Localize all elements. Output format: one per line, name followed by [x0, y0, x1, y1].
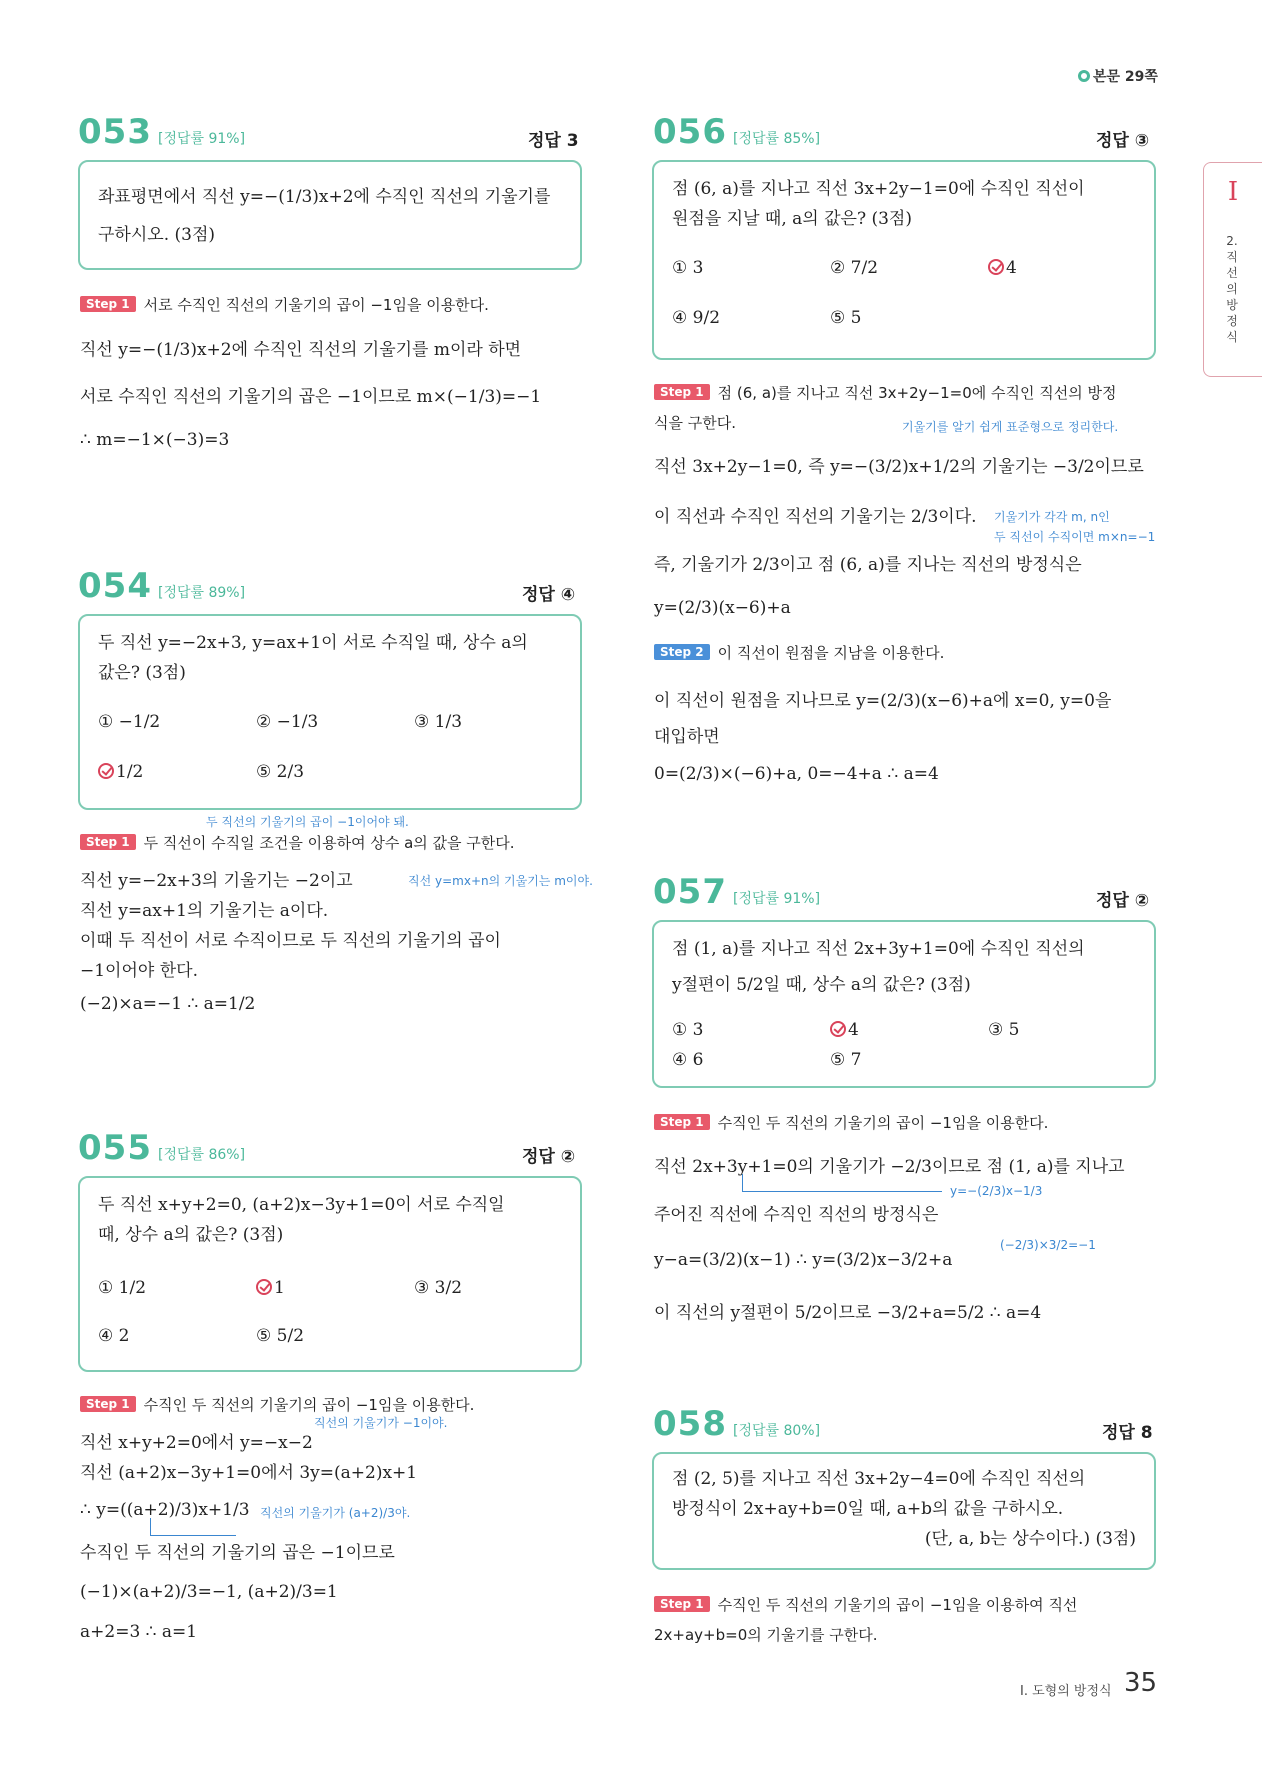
annotation-note: 두 직선이 수직이면 m×n=−1	[994, 530, 1156, 544]
step-heading	[654, 642, 944, 663]
step-heading	[654, 382, 1116, 403]
option-1[interactable]: ① 1/2	[98, 1278, 147, 1298]
solution-line: 직선 (a+2)x−3y+1=0에서 3y=(a+2)x+1	[80, 1463, 418, 1483]
problem-number: 056	[653, 112, 727, 152]
solution-line: y=(2/3)(x−6)+a	[654, 598, 791, 618]
check-mark-icon	[256, 1279, 272, 1295]
step-heading	[80, 832, 515, 853]
solution-line: a+2=3 ∴ a=1	[80, 1622, 198, 1642]
option-5[interactable]: ⑤ 2/3	[256, 762, 305, 782]
correct-rate: [정답률 91%]	[732, 891, 821, 907]
correct-rate: [정답률 89%]	[157, 585, 246, 601]
option-2-selected[interactable]: 4	[830, 1020, 859, 1040]
option-5[interactable]: ⑤ 5	[830, 308, 862, 328]
correct-rate: [정답률 80%]	[732, 1423, 821, 1439]
solution-line: (−2)×a=−1 ∴ a=1/2	[80, 994, 256, 1014]
answer-label: 정답 3	[528, 131, 579, 151]
option-3[interactable]: ③ 1/3	[414, 712, 463, 732]
solution-line: 직선 2x+3y+1=0의 기울기가 −2/3이므로 점 (1, a)를 지나고	[654, 1157, 1125, 1177]
step-title: 수직인 두 직선의 기울기의 곱이 −1임을 이용한다.	[143, 1396, 475, 1414]
question-line: 점 (6, a)를 지나고 직선 3x+2y−1=0에 수직인 직선이	[672, 179, 1085, 199]
problem-header	[653, 1404, 820, 1444]
option-1[interactable]: ① −1/2	[98, 712, 161, 732]
circle-marker-icon	[1078, 70, 1090, 82]
solution-line: 이 직선이 원점을 지나므로 y=(2/3)(x−6)+a에 x=0, y=0을	[654, 691, 1112, 711]
answer-label: 정답 8	[1102, 1423, 1153, 1443]
question-line: y절편이 5/2일 때, 상수 a의 값은? (3점)	[672, 975, 971, 995]
question-box	[652, 1452, 1156, 1570]
option-2[interactable]: ② 7/2	[830, 258, 879, 278]
solution-line: 0=(2/3)×(−6)+a, 0=−4+a ∴ a=4	[654, 764, 939, 784]
question-line: 두 직선 x+y+2=0, (a+2)x−3y+1=0이 서로 수직일	[98, 1195, 505, 1215]
chapter-title: 2. 직선의 방정식	[1226, 234, 1238, 344]
solution-line: 대입하면	[654, 727, 720, 747]
check-mark-icon	[98, 763, 114, 779]
step-title: 두 직선이 수직일 조건을 이용하여 상수 a의 값을 구한다.	[143, 834, 515, 852]
solution-line: ∴ y=((a+2)/3)x+1/3	[80, 1500, 250, 1520]
correct-rate: [정답률 91%]	[157, 131, 246, 147]
problem-header	[78, 566, 245, 606]
check-mark-icon	[830, 1021, 846, 1037]
question-line: 원점을 지날 때, a의 값은? (3점)	[672, 209, 912, 229]
step-title: 이 직선이 원점을 지남을 이용한다.	[717, 644, 945, 662]
chapter-side-tab[interactable]	[1203, 162, 1262, 377]
option-3-selected[interactable]: 4	[988, 258, 1017, 278]
option-1[interactable]: ① 3	[672, 258, 704, 278]
step-badge: Step 1	[80, 834, 136, 850]
step-title: 수직인 두 직선의 기울기의 곱이 −1임을 이용한다.	[717, 1114, 1049, 1132]
problem-number: 058	[653, 1404, 727, 1444]
solution-line: (−1)×(a+2)/3=−1, (a+2)/3=1	[80, 1582, 338, 1602]
annotation-note: (−2/3)×3/2=−1	[1000, 1238, 1096, 1252]
problem-number: 055	[78, 1128, 152, 1168]
step-title: 서로 수직인 직선의 기울기의 곱이 −1임을 이용한다.	[143, 296, 489, 314]
problem-header	[653, 112, 820, 152]
question-line: 점 (2, 5)를 지나고 직선 3x+2y−4=0에 수직인 직선의	[672, 1469, 1086, 1489]
step-title: 점 (6, a)를 지나고 직선 3x+2y−1=0에 수직인 직선의 방정	[717, 384, 1117, 402]
question-box	[78, 1176, 582, 1372]
annotation-note: 두 직선의 기울기의 곱이 −1이어야 돼.	[206, 815, 409, 829]
check-mark-icon	[988, 259, 1004, 275]
step-badge: Step 1	[654, 1596, 710, 1612]
option-5[interactable]: ⑤ 5/2	[256, 1326, 305, 1346]
problem-header	[78, 112, 245, 152]
solution-line: 직선 y=−(1/3)x+2에 수직인 직선의 기울기를 m이라 하면	[80, 340, 522, 360]
step-heading	[654, 1112, 1048, 1133]
option-4[interactable]: ④ 2	[98, 1326, 130, 1346]
solution-line: −1이어야 한다.	[80, 961, 198, 981]
problem-header	[78, 1128, 245, 1168]
annotation-note: 기울기가 각각 m, n인	[994, 510, 1110, 524]
solution-line: 주어진 직선에 수직인 직선의 방정식은	[654, 1205, 939, 1225]
question-line: 방정식이 2x+ay+b=0일 때, a+b의 값을 구하시오.	[672, 1499, 1064, 1519]
pointer-line	[150, 1518, 236, 1536]
option-1[interactable]: ① 3	[672, 1020, 704, 1040]
option-2[interactable]: ② −1/3	[256, 712, 319, 732]
solution-line: 이 직선과 수직인 직선의 기울기는 2/3이다.	[654, 507, 977, 527]
chapter-roman: I	[1227, 177, 1239, 207]
footer-section: I. 도형의 방정식	[1020, 1684, 1112, 1699]
question-line: 두 직선 y=−2x+3, y=ax+1이 서로 수직일 때, 상수 a의	[98, 633, 528, 653]
question-line: 때, 상수 a의 값은? (3점)	[98, 1225, 284, 1245]
solution-line: 이때 두 직선이 서로 수직이므로 두 직선의 기울기의 곱이	[80, 931, 501, 951]
answer-label: 정답 ③	[1096, 131, 1150, 151]
question-line: 구하시오. (3점)	[98, 225, 215, 245]
correct-rate: [정답률 85%]	[732, 131, 821, 147]
annotation-note: 직선의 기울기가 (a+2)/3야.	[260, 1506, 411, 1520]
problem-number: 054	[78, 566, 152, 606]
question-line: (단, a, b는 상수이다.) (3점)	[924, 1529, 1136, 1549]
page-reference: 본문 29쪽	[1078, 66, 1158, 86]
solution-line: ∴ m=−1×(−3)=3	[80, 430, 230, 450]
solution-line: 직선 3x+2y−1=0, 즉 y=−(3/2)x+1/2의 기울기는 −3/2이므로	[654, 457, 1144, 477]
option-5[interactable]: ⑤ 7	[830, 1050, 862, 1070]
annotation-note: y=−(2/3)x−1/3	[950, 1184, 1043, 1198]
solution-line: 즉, 기울기가 2/3이고 점 (6, a)를 지나는 직선의 방정식은	[654, 555, 1082, 575]
solution-line: 직선 x+y+2=0에서 y=−x−2	[80, 1433, 313, 1453]
option-4[interactable]: ④ 9/2	[672, 308, 721, 328]
option-3[interactable]: ③ 3/2	[414, 1278, 463, 1298]
correct-rate: [정답률 86%]	[157, 1147, 246, 1163]
problem-number: 053	[78, 112, 152, 152]
solution-line: 서로 수직인 직선의 기울기의 곱은 −1이므로 m×(−1/3)=−1	[80, 387, 542, 407]
page-number: 35	[1124, 1668, 1158, 1698]
step-title-cont: 식을 구한다.	[654, 414, 736, 432]
step-badge: Step 1	[80, 1396, 136, 1412]
option-3[interactable]: ③ 5	[988, 1020, 1020, 1040]
step-badge: Step 1	[654, 384, 710, 400]
step-title-cont: 2x+ay+b=0의 기울기를 구한다.	[654, 1626, 878, 1644]
step-badge: Step 2	[654, 644, 710, 660]
problem-header	[653, 872, 820, 912]
solution-line: 이 직선의 y절편이 5/2이므로 −3/2+a=5/2 ∴ a=4	[654, 1303, 1042, 1323]
answer-label: 정답 ②	[522, 1147, 576, 1167]
step-heading	[654, 1594, 1077, 1615]
question-box	[78, 614, 582, 810]
question-box	[78, 160, 582, 270]
step-title: 수직인 두 직선의 기울기의 곱이 −1임을 이용하여 직선	[717, 1596, 1078, 1614]
answer-label: 정답 ④	[522, 585, 576, 605]
step-heading	[80, 294, 489, 315]
option-2-selected[interactable]: 1	[256, 1278, 285, 1298]
question-line: 점 (1, a)를 지나고 직선 2x+3y+1=0에 수직인 직선의	[672, 939, 1085, 959]
pointer-line	[742, 1174, 942, 1192]
solution-line: 수직인 두 직선의 기울기의 곱은 −1이므로	[80, 1543, 395, 1563]
annotation-note: 기울기를 알기 쉽게 표준형으로 정리한다.	[902, 420, 1119, 434]
solution-line: y−a=(3/2)(x−1) ∴ y=(3/2)x−3/2+a	[654, 1250, 953, 1270]
question-box	[652, 160, 1156, 360]
annotation-note: 직선의 기울기가 −1이야.	[314, 1416, 448, 1430]
step-badge: Step 1	[80, 296, 136, 312]
question-line: 값은? (3점)	[98, 663, 186, 683]
question-line: 좌표평면에서 직선 y=−(1/3)x+2에 수직인 직선의 기울기를	[98, 187, 551, 207]
answer-label: 정답 ②	[1096, 891, 1150, 911]
option-4[interactable]: ④ 6	[672, 1050, 704, 1070]
annotation-note: 직선 y=mx+n의 기울기는 m이야.	[408, 874, 593, 888]
option-4-selected[interactable]: 1/2	[98, 762, 143, 782]
question-box	[652, 920, 1156, 1088]
step-heading	[80, 1394, 474, 1415]
step-badge: Step 1	[654, 1114, 710, 1130]
solution-line: 직선 y=−2x+3의 기울기는 −2이고	[80, 871, 353, 891]
solution-line: 직선 y=ax+1의 기울기는 a이다.	[80, 901, 329, 921]
problem-number: 057	[653, 872, 727, 912]
